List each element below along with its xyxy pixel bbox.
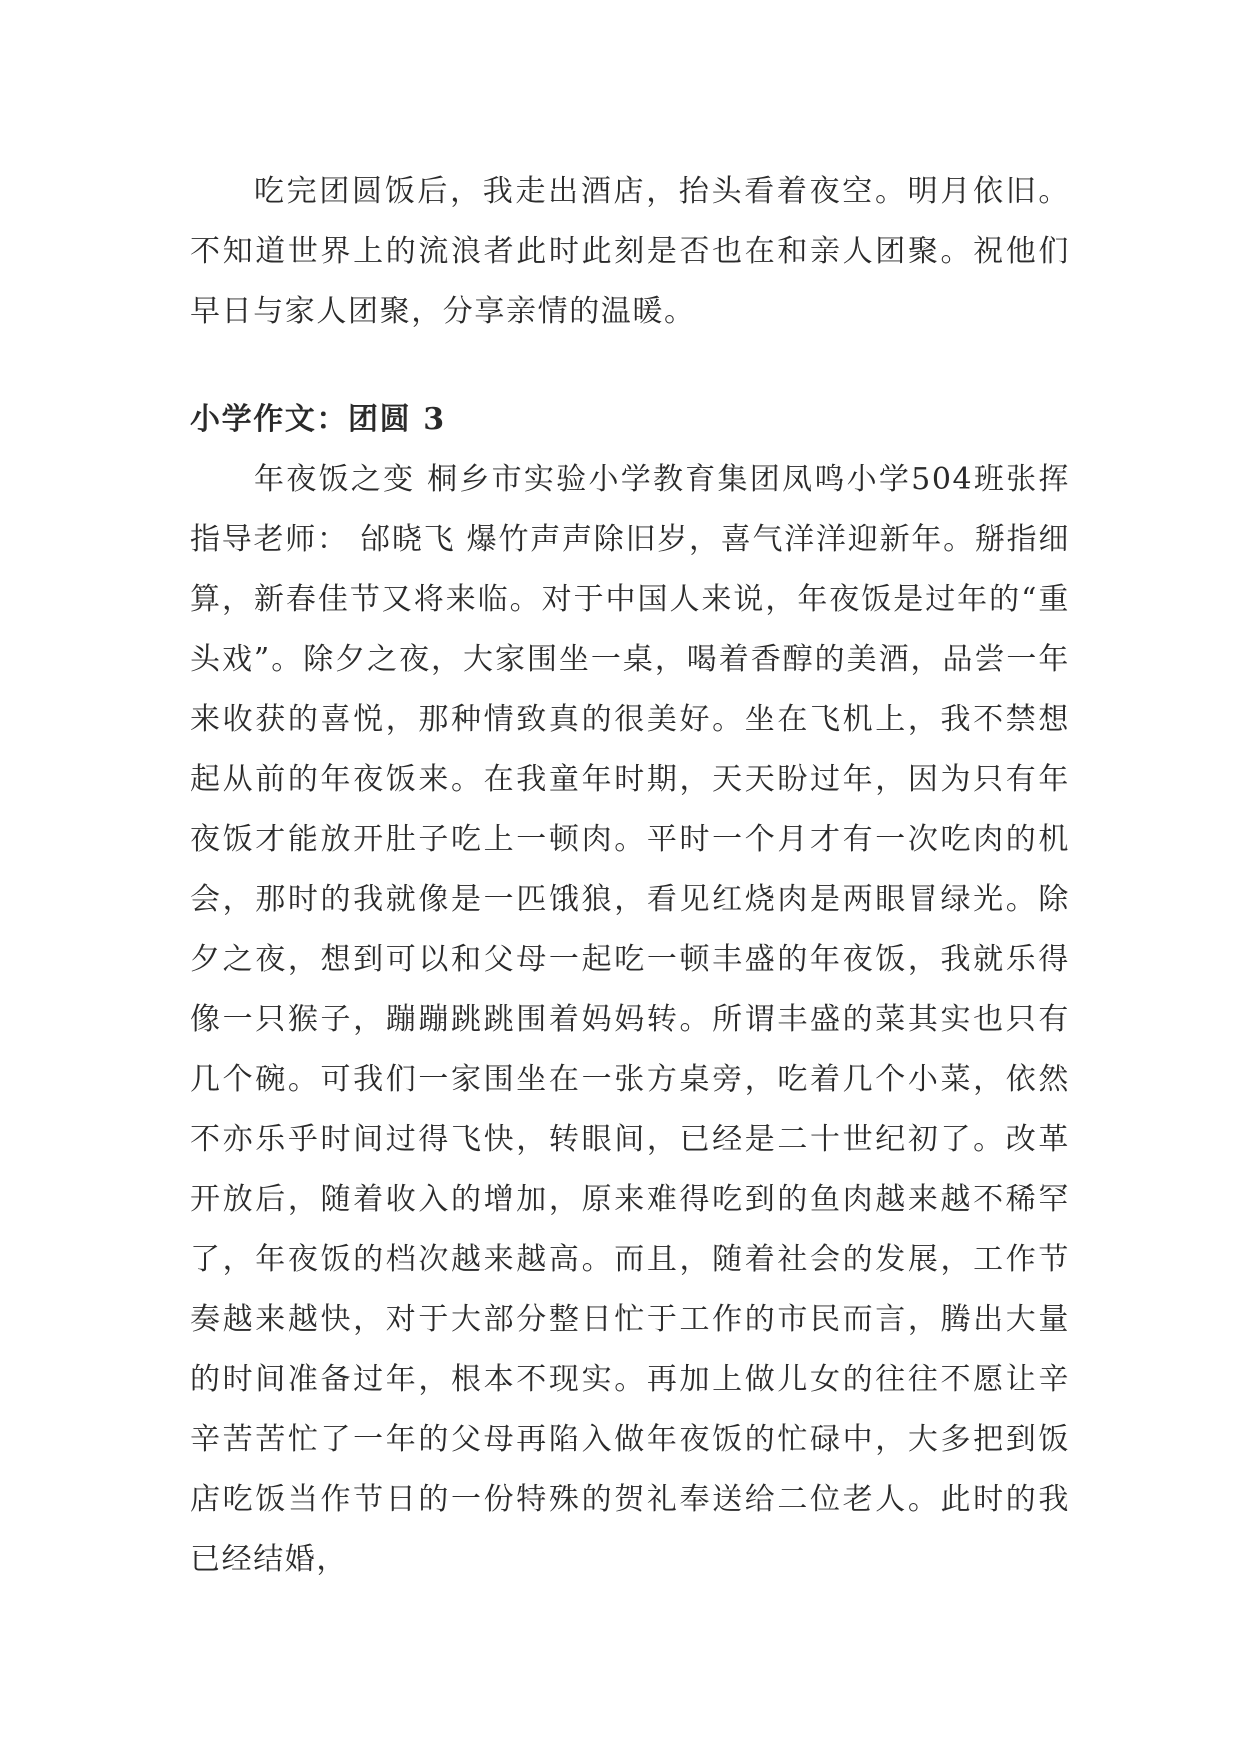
section-heading: 小学作文：团圆 3 bbox=[190, 402, 446, 437]
paragraph-new-year-dinner: 年夜饭之变 桐乡市实验小学教育集团凤鸣小学504班张挥 指导老师： 邰晓飞 爆竹声声除旧岁，喜气洋洋迎新年。掰指细算，新春佳节又将来临。对于中国人来说，年夜饭是过年的“重头戏”。除夕之夜，大家围坐一桌，喝着香醇的美酒，品尝一年来收获的喜悦，那种情致真的很美好。坐在飞机上，我不禁想起从前的年夜饭来。在我童年时期，天天盼过年，因为只有年夜饭才能放开肚子吃上一顿肉。平时一个月才有一次吃肉的机会，那时的我就像是一匹饿狼，看见红烧肉是两眼冒绿光。除夕之夜，想到可以和父母一起吃一顿丰盛的年夜饭，我就乐得像一只猴子，蹦蹦跳跳围着妈妈转。所谓丰盛的菜其实也只有几个碗。可我们一家围坐在一张方桌旁，吃着几个小菜，依然不亦乐乎时间过得飞快，转眼间，已经是二十世纪初了。改革开放后，随着收入的增加，原来难得吃到的鱼肉越来越不稀罕了，年夜饭的档次越来越高。而且，随着社会的发展，工作节奏越来越快，对于大部分整日忙于工作的市民而言，腾出大量的时间准备过年，根本不现实。再加上做儿女的往往不愿让辛辛苦苦忙了一年的父母再陷入做年夜饭的忙碌中，大多把到饭店吃饭当作节日的一份特殊的贺礼奉送给二位老人。此时的我已经结婚， bbox=[190, 462, 1070, 1577]
paragraph-reunion-dinner-ending: 吃完团圆饭后，我走出酒店，抬头看着夜空。明月依旧。不知道世界上的流浪者此时此刻是否也在和亲人团聚。祝他们早日与家人团聚，分享亲情的温暖。 bbox=[190, 174, 1070, 329]
